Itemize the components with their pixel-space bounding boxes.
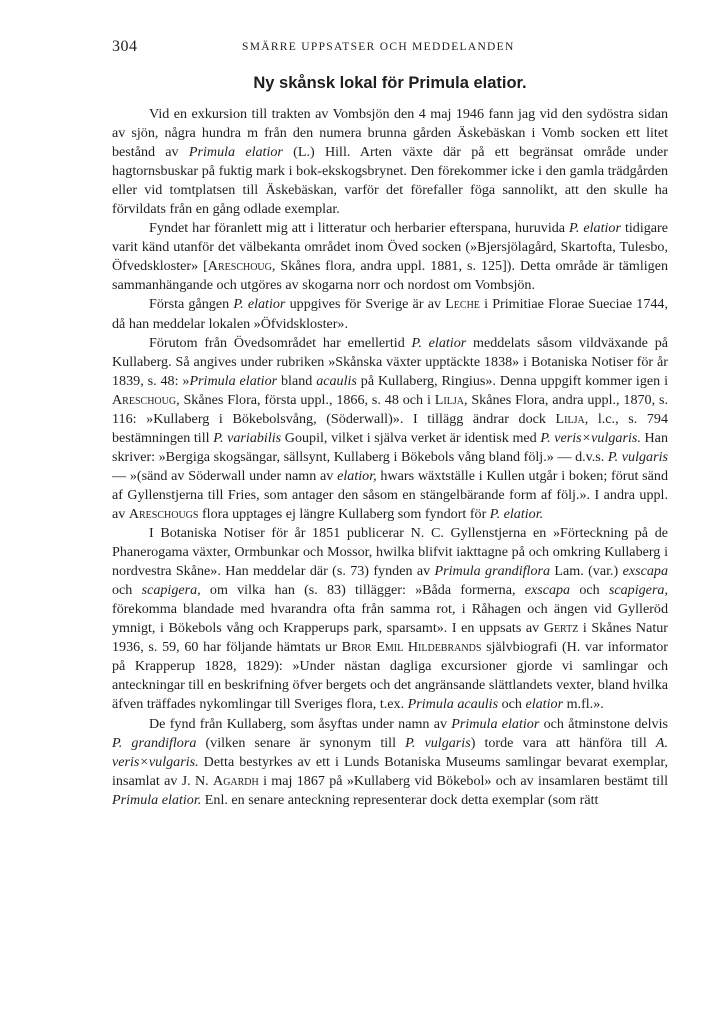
text-run: , Skånes flora, andra uppl. 1881, s. 125]). Detta område är tämligen sammanhängande och utgöres av skogarna norr och nordost om Vombsjön. [112, 258, 669, 294]
italic-text: P. veris×vulgaris. [540, 429, 641, 446]
small-caps-name: Areschougs [128, 505, 199, 522]
text-run: tidigare varit känd utanför det välbekanta området inom Öved socken (»Bjersjölagård, Skartofta, Tulesbo, Öfvedskloster» [ [112, 220, 668, 275]
paragraph [112, 219, 668, 295]
text-run: och [112, 582, 142, 599]
text-run: I Botaniska Notiser för år 1851 publicerar N. C. Gyllenstjerna en »Förteckning på de Phanerogama växter, Ormbunkar och Mossor, hwilka blifvit iakttagne på och omkring Kullaberg i nordvestra Skåne». Han meddelar där (s. 73) fynden av [112, 525, 668, 580]
small-caps-name: Lilja [434, 391, 464, 408]
text-run: De fynd från Kullaberg, som åsyftas under namn av [149, 715, 452, 732]
text-run: Vid en exkursion till trakten av Vombsjön den 4 maj 1946 fann jag vid den sydöstra sidan av sjön, några hundra m från den numera brunna gården Äskebäskan i Vomb socken ett litet bestånd av [112, 106, 668, 161]
paragraph [112, 715, 668, 810]
article-title: Ny skånsk lokal för Primula elatior. [253, 74, 527, 92]
italic-text: P. elatior. [489, 505, 544, 522]
text-run: Fyndet har föranlett mig att i litteratur och herbarier efterspana, huruvida [149, 220, 570, 237]
text-run: flora upptages ej längre Kullaberg som fyndort för [198, 505, 490, 522]
small-caps-name: Areschoug [207, 258, 272, 275]
italic-text: P. elatior [411, 334, 467, 351]
text-run: Lam. (var.) [550, 563, 623, 580]
text-run: Han skriver: »Bergiga skogsängar, sällsynt, Kullaberg i Bökebols vång bland följ.» — d.v.s. [112, 429, 668, 465]
running-head: SMÄRRE UPPSATSER OCH MEDDELANDEN [242, 41, 515, 53]
italic-text: P. vulgaris [607, 448, 668, 465]
paragraph [112, 295, 668, 333]
text-run: , l.c., s. 794 bestämningen till [112, 410, 668, 446]
page-header [112, 38, 668, 58]
paragraph [112, 524, 668, 714]
text-run: meddelats såsom vildväxande på Kullaberg. Så angives under rubriken »Skånska växter upptäckte 1838» i Botaniska Notiser för år 1839, s. 48: » [112, 334, 668, 389]
text-run: på Kullaberg, Ringius». Denna uppgift kommer igen i [356, 372, 668, 389]
text-run: och åtminstone delvis [539, 715, 668, 732]
italic-text: exscapa [622, 563, 668, 580]
italic-text: elatior, [337, 467, 377, 484]
italic-text: exscapa [524, 582, 571, 599]
paragraph [112, 334, 668, 524]
text-run: (vilken senare är synonym till [196, 734, 406, 751]
text-run: Detta bestyrkes av ett i Lunds Botaniska Museums samlingar bevarat exemplar, insamlat av J. N. [112, 753, 668, 789]
text-run: Enl. en senare anteckning representerar dock detta exemplar (som rätt [201, 791, 599, 808]
text-run: — »(sänd av Söderwall under namn av [112, 467, 338, 484]
italic-text: Primula elatior [451, 715, 540, 732]
article-body [112, 105, 668, 810]
italic-text: A. veris×vulgaris. [112, 734, 668, 770]
text-run: , Skånes Flora, första uppl., 1866, s. 48 och i [176, 391, 435, 408]
text-run: , Skånes Flora, andra uppl., 1870, s. 116: »Kullaberg i Bökebolsvång, (Söderwall)». I tillägg ändrar dock [112, 391, 668, 427]
paragraph [112, 105, 668, 219]
text-run: bland [277, 372, 317, 389]
text-run: och [498, 696, 526, 713]
italic-text: P. variabilis [213, 429, 282, 446]
text-run: om vilka han (s. 83) tillägger: »Båda formerna, [200, 582, 525, 599]
italic-text: Primula elatior [189, 372, 278, 389]
text-run: förekomma blandade med hvarandra ofta från samma rot, i Råhagen och ängen vid Gylleröd ymnigt, i Bökebols vång och Krapperups park, sparsamt». I en uppsats av [112, 601, 668, 637]
text-run: uppgives för Sverige är av [285, 296, 446, 313]
small-caps-name: Lilja [555, 410, 585, 427]
text-run: i maj 1867 på »Kullaberg vid Bökebol» och av insamlaren bestämt till [258, 772, 668, 789]
small-caps-name: Leche [445, 296, 480, 313]
text-run: Goupil, vilket i själva verket är identisk med [281, 429, 541, 446]
text-run: hwars wäxtställe i Kullen utgår i boken; förut sänd af Gyllenstjerna till Fries, som antager den såsom en stängelbärande form af följ.». I andra uppl. av [112, 467, 669, 522]
text-run: Förutom från Övedsområdet har emellertid [149, 334, 412, 351]
italic-text: P. elatior [233, 296, 286, 313]
italic-text: elatior [525, 696, 564, 713]
page-number: 304 [112, 38, 138, 55]
italic-text: Primula grandiflora [434, 563, 551, 580]
text-run: ) torde vara att hänföra till [470, 734, 656, 751]
text-run: i Primitiae Florae Sueciae 1744, då han meddelar lokalen »Öfvidskloster». [112, 296, 668, 332]
text-run: och [570, 582, 609, 599]
small-caps-name: Agardh [213, 772, 259, 789]
small-caps-name: Gertz [543, 620, 579, 637]
text-run: Första gången [149, 296, 234, 313]
italic-text: P. elatior [569, 220, 621, 237]
italic-text: Primula acaulis [407, 696, 499, 713]
text-run: självbiografi (H. var informator på Krapperup 1828, 1829): »Under nästan dagliga excursioner gjorde vi samlingar och anteckningar till en beskrifning öfver bergets och det angränsande slättlandets vexter, bland hvilka äfven träffades nykomlingar till Sveriges flora, t.ex. [112, 639, 668, 713]
text-run: (L.) Hill. Arten växte där på ett begränsat område under hagtornsbuskar på fuktig mark i bok-ekskogsbrynet. Den förekommer icke i den gamla trädgården eller vid tomtplatsen till Äskebäskan, varför det förefaller föga sannolikt, att den skulle ha förvildats från en gång odlade exemplar. [112, 144, 668, 218]
small-caps-name: Areschoug [112, 391, 177, 408]
text-run: i Skånes Natur 1936, s. 59, 60 har följande hämtats ur [112, 620, 668, 656]
italic-text: P. vulgaris [405, 734, 471, 751]
italic-text: scapigera, [141, 582, 201, 599]
italic-text: acaulis [316, 372, 357, 389]
italic-text: Primula elatior [188, 144, 283, 161]
italic-text: P. grandiflora [112, 734, 197, 751]
text-run: m.fl.». [563, 696, 604, 713]
italic-text: Primula elatior. [112, 791, 202, 808]
small-caps-name: Bror Emil Hildebrands [341, 639, 482, 656]
italic-text: scapigera, [608, 582, 668, 599]
